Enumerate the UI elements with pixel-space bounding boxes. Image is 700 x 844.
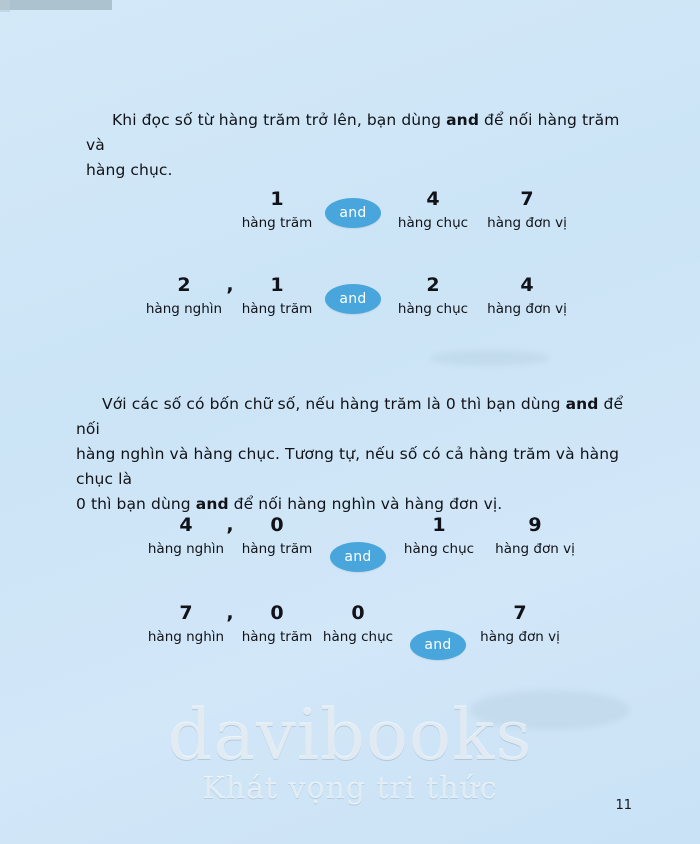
- paragraph-2-line3-before: 0 thì bạn dùng: [76, 495, 196, 513]
- place-label: hàng đơn vị: [487, 215, 567, 231]
- watermark-brand: davibooks: [167, 694, 533, 776]
- example-4-col-5: [470, 600, 570, 648]
- digit: 2: [177, 274, 191, 296]
- watermark-tagline: Khát vọng tri thức: [202, 771, 498, 806]
- comma-separator: ,: [226, 514, 234, 536]
- and-bubble: and: [325, 198, 381, 228]
- digit: 9: [528, 514, 542, 536]
- and-bubble: and: [330, 542, 386, 572]
- place-label: hàng trăm: [241, 541, 313, 557]
- digit: 7: [513, 602, 527, 624]
- and-bubble: and: [325, 284, 381, 314]
- place-label: hàng trăm: [241, 629, 313, 645]
- paragraph-1-text-after: để nối hàng trăm và: [86, 111, 620, 154]
- comma-separator: ,: [226, 274, 234, 296]
- place-label: hàng đơn vị: [495, 541, 575, 557]
- example-3-col-5: [485, 512, 585, 560]
- place-label: hàng đơn vị: [480, 629, 560, 645]
- example-1-col-4: [477, 186, 577, 234]
- place-label: hàng chục: [403, 541, 475, 557]
- paragraph-1: [86, 108, 626, 183]
- example-3-col-4: [394, 512, 484, 560]
- example-2-col-5: [477, 272, 577, 320]
- example-1-col-3: [388, 186, 478, 234]
- comma-separator: ,: [226, 602, 234, 624]
- paragraph-2-bold-and-2: and: [195, 495, 229, 513]
- place-label: hàng trăm: [241, 301, 313, 317]
- place-label: hàng chục: [397, 301, 469, 317]
- paragraph-2-line1-before: Với các số có bốn chữ số, nếu hàng trăm là 0 thì bạn dùng: [102, 395, 566, 413]
- example-4-col-2: [232, 600, 322, 648]
- paragraph-2-bold-and-1: and: [565, 395, 599, 413]
- example-2-col-2: [232, 272, 322, 320]
- paragraph-1-text-before: Khi đọc số từ hàng trăm trở lên, bạn dùng: [112, 111, 447, 129]
- paragraph-2: [76, 392, 636, 517]
- digit: 0: [270, 514, 284, 536]
- digit: 4: [426, 188, 440, 210]
- example-3-col-2: [232, 512, 322, 560]
- example-2-col-4: [388, 272, 478, 320]
- place-label: hàng nghìn: [145, 301, 223, 317]
- digit: 4: [179, 514, 193, 536]
- digit: 1: [270, 274, 284, 296]
- watermark: [0, 694, 700, 808]
- place-label: hàng chục: [322, 629, 394, 645]
- digit: 1: [270, 188, 284, 210]
- digit: 1: [432, 514, 446, 536]
- and-bubble: and: [410, 630, 466, 660]
- page-number: 11: [615, 798, 632, 813]
- digit: 7: [179, 602, 193, 624]
- place-label: hàng chục: [397, 215, 469, 231]
- digit: 4: [520, 274, 534, 296]
- digit: 7: [520, 188, 534, 210]
- place-label: hàng nghìn: [147, 541, 225, 557]
- paragraph-1-bold-and: and: [446, 111, 480, 129]
- place-label: hàng nghìn: [147, 629, 225, 645]
- example-4: [0, 600, 700, 672]
- place-label: hàng trăm: [241, 215, 313, 231]
- paragraph-2-line1-after: để nối: [76, 395, 624, 438]
- digit: 0: [270, 602, 284, 624]
- paragraph-2-line2: hàng nghìn và hàng chục. Tương tự, nếu số có cả hàng trăm và hàng chục là: [76, 445, 620, 488]
- example-1: [0, 186, 700, 258]
- paragraph-1-line-2: hàng chục.: [86, 161, 173, 179]
- digit: 2: [426, 274, 440, 296]
- place-label: hàng đơn vị: [487, 301, 567, 317]
- example-4-col-3: [313, 600, 403, 648]
- example-2: [0, 272, 700, 344]
- example-3: [0, 512, 700, 584]
- digit: 0: [351, 602, 365, 624]
- paragraph-2-line3-after: để nối hàng nghìn và hàng đơn vị.: [228, 495, 503, 513]
- example-1-col-1: [232, 186, 322, 234]
